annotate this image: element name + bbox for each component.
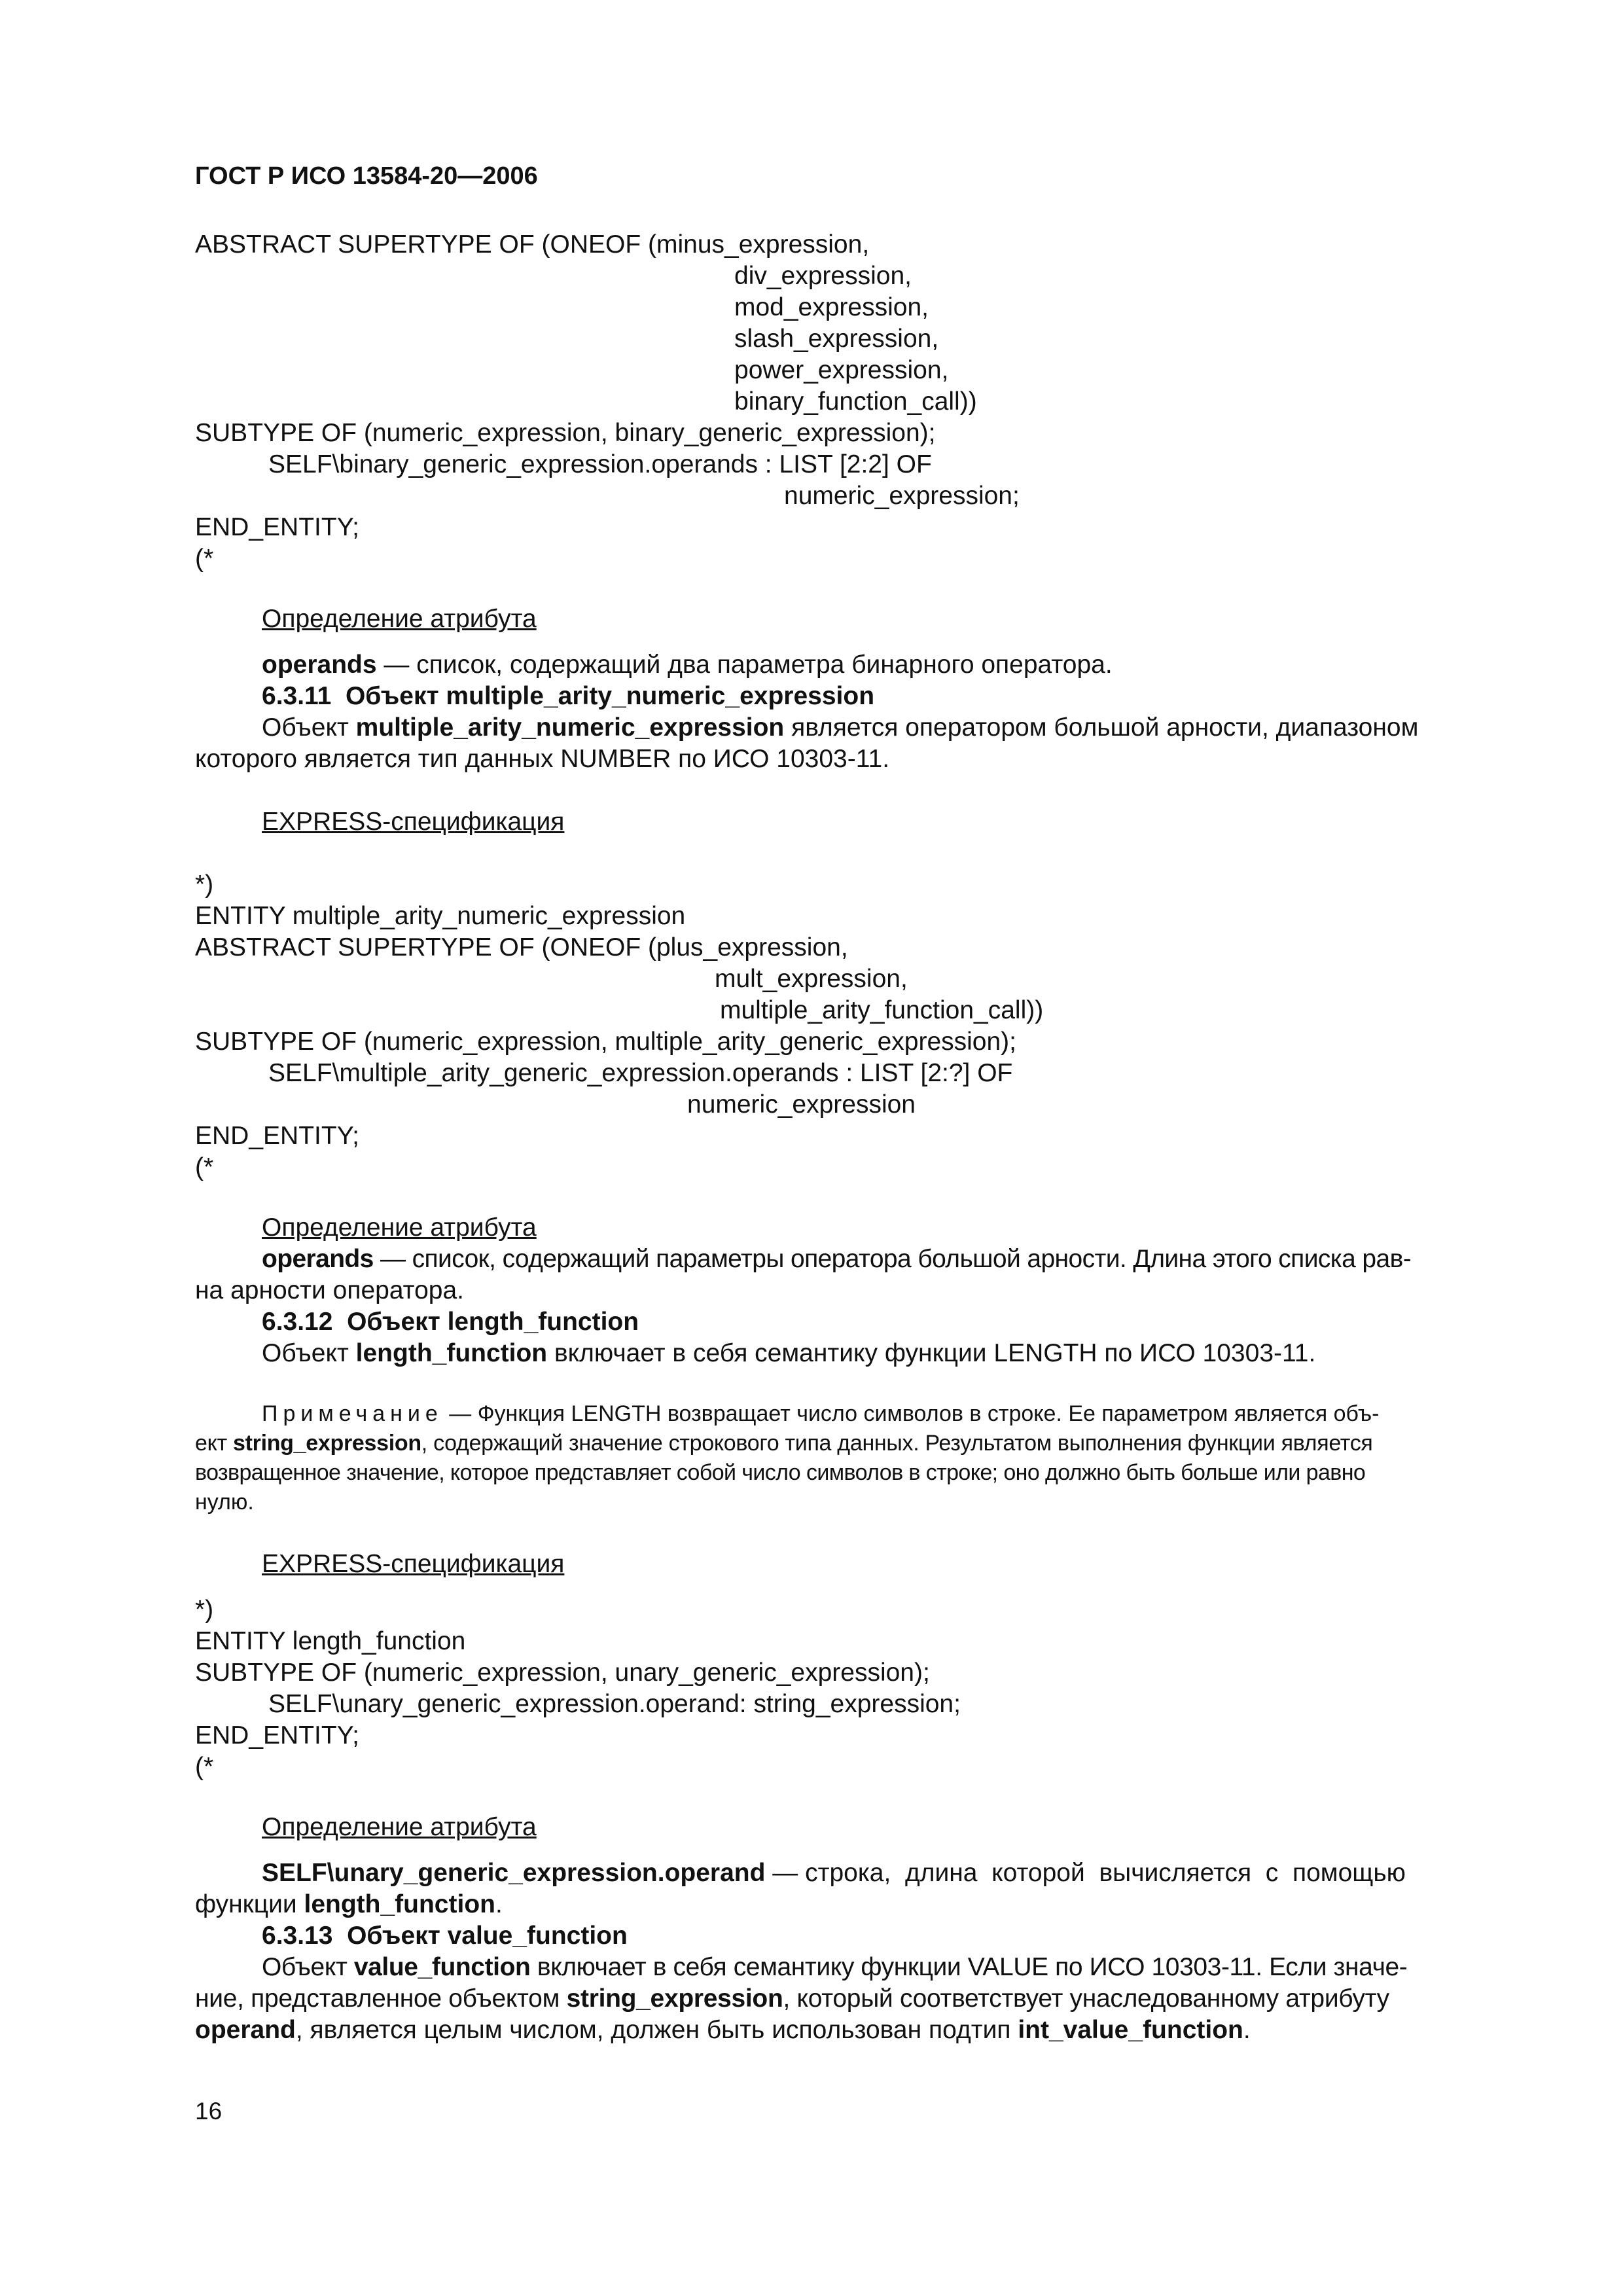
text: , который соответствует унаследованному атрибуту (783, 1984, 1389, 2013)
code-line: (* (195, 1753, 214, 1781)
code-line: SELF\multiple_arity_generic_expression.operands : LIST [2:?] OF (268, 1059, 1013, 1087)
code-line: div_expression, (734, 262, 912, 290)
text: — Функция LENGTH возвращает число символов в строке. Ее параметром является объ- (442, 1401, 1380, 1426)
code-line: power_expression, (734, 356, 949, 384)
note-line (262, 1399, 1505, 1429)
text: , является целым числом, должен быть использован подтип (295, 2016, 1018, 2044)
text: функции (195, 1890, 304, 1918)
attribute-definition-operands (262, 649, 1113, 681)
code-line: *) (195, 1596, 214, 1624)
attribute-definition-heading: Определение атрибута (262, 1813, 537, 1841)
document-header: ГОСТ Р ИСО 13584-20—2006 (195, 162, 538, 190)
express-spec-heading: EXPRESS-спецификация (262, 1550, 565, 1578)
code-line: SELF\unary_generic_expression.operand: string_expression; (268, 1690, 961, 1718)
code-line: mult_expression, (715, 965, 908, 993)
paragraph-line (195, 1889, 503, 1920)
attribute-definition-operands (262, 1244, 1411, 1275)
term: value_function (353, 1953, 531, 1981)
text: ние, представленное объектом (195, 1984, 567, 2013)
note-line: возвращенное значение, которое представляет собой число символов в строке; оно должно быть больше или равно (195, 1460, 1366, 1485)
code-line: END_ENTITY; (195, 1721, 360, 1749)
code-line: numeric_expression (687, 1090, 916, 1119)
paragraph-line: на арности оператора. (195, 1276, 465, 1304)
code-line: END_ENTITY; (195, 513, 360, 541)
term: operands (262, 1245, 374, 1273)
term: length_function (304, 1890, 495, 1918)
paragraph-line (262, 1338, 1315, 1369)
attribute-definition-operand (262, 1857, 1406, 1889)
text: , содержащий значение строкового типа данных. Результатом выполнения функции является (421, 1431, 1373, 1456)
text: . (495, 1890, 503, 1918)
code-line: SUBTYPE OF (numeric_expression, multiple_arity_generic_expression); (195, 1028, 1017, 1056)
term: int_value_function (1018, 2016, 1243, 2044)
text: Объект (262, 1339, 356, 1367)
attribute-definition-heading: Определение атрибута (262, 1213, 537, 1242)
note-line: нулю. (195, 1490, 254, 1515)
definition-text: — строка, длина которой вычисляется с помощью (765, 1859, 1406, 1887)
code-line: SELF\binary_generic_expression.operands : LIST [2:2] OF (268, 450, 932, 478)
paragraph-line (262, 712, 1418, 744)
text: Объект (262, 713, 356, 742)
page-number: 16 (195, 2098, 223, 2125)
term: length_function (355, 1339, 548, 1367)
code-line: mod_expression, (734, 293, 929, 321)
term: string_expression (566, 1984, 783, 2013)
code-line: ENTITY multiple_arity_numeric_expression (195, 902, 686, 930)
text: является оператором большой арности, диапазоном (784, 713, 1419, 742)
express-spec-heading: EXPRESS-спецификация (262, 808, 565, 836)
attribute-definition-heading: Определение атрибута (262, 605, 537, 633)
code-line: END_ENTITY; (195, 1122, 360, 1150)
section-heading-6-3-12: 6.3.12 Объект length_function (262, 1308, 639, 1336)
code-line: SUBTYPE OF (numeric_expression, binary_generic_expression); (195, 419, 936, 447)
code-line: ABSTRACT SUPERTYPE OF (ONEOF (plus_expression, (195, 933, 848, 961)
term: operands (262, 651, 377, 679)
code-line: binary_function_call)) (734, 387, 977, 416)
text: включает в себя семантику функции VALUE по ИСО 10303-11. Если значе- (530, 1953, 1408, 1981)
code-line: slash_expression, (734, 325, 939, 353)
paragraph-line (262, 1952, 1407, 1983)
note-line (195, 1429, 1373, 1458)
note-label: Примечание (262, 1401, 443, 1426)
term: SELF\unary_generic_expression.operand (262, 1859, 766, 1887)
code-line: *) (195, 870, 214, 899)
paragraph-line (195, 1983, 1389, 2015)
code-line: ABSTRACT SUPERTYPE OF (ONEOF (minus_expression, (195, 230, 870, 259)
term: multiple_arity_numeric_expression (355, 713, 785, 742)
definition-text: — список, содержащий два параметра бинарного оператора. (376, 651, 1113, 679)
definition-text: — список, содержащий параметры оператора большой арности. Длина этого списка рав- (373, 1245, 1412, 1273)
code-line: multiple_arity_function_call)) (720, 996, 1044, 1024)
code-line: numeric_expression; (784, 482, 1020, 510)
code-line: (* (195, 1153, 214, 1181)
paragraph-line: которого является тип данных NUMBER по ИСО 10303-11. (195, 745, 890, 773)
section-heading-6-3-11: 6.3.11 Объект multiple_arity_numeric_expression (262, 682, 875, 710)
section-heading-6-3-13: 6.3.13 Объект value_function (262, 1922, 628, 1950)
code-line: SUBTYPE OF (numeric_expression, unary_generic_expression); (195, 1659, 930, 1687)
text: ект (195, 1431, 233, 1456)
code-line: ENTITY length_function (195, 1627, 466, 1655)
term: string_expression (233, 1431, 421, 1456)
paragraph-line (195, 2015, 1251, 2046)
text: включает в себя семантику функции LENGTH по ИСО 10303-11. (547, 1339, 1316, 1367)
code-line: (* (195, 545, 214, 573)
term: operand (195, 2016, 296, 2044)
text: Объект (262, 1953, 354, 1981)
text: . (1243, 2016, 1251, 2044)
